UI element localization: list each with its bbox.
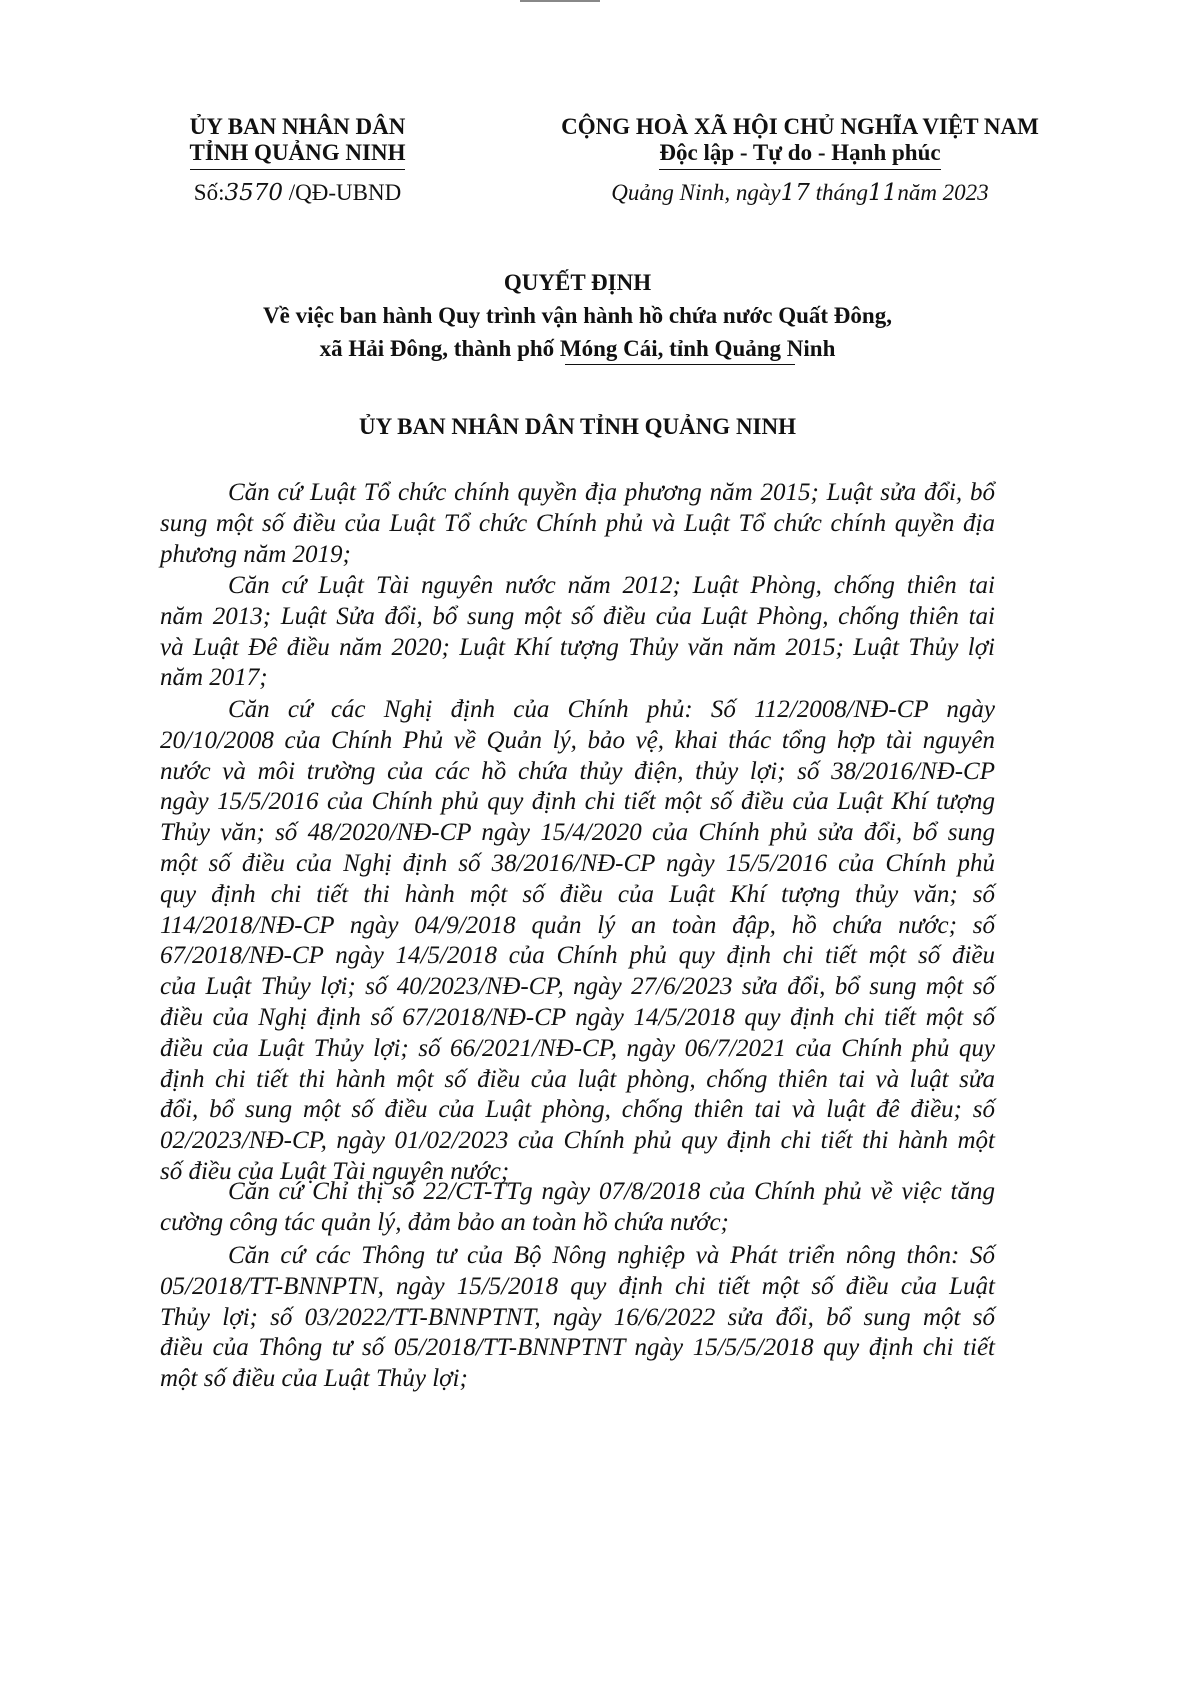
paragraph	[160, 695, 995, 1188]
subject-line2	[160, 336, 995, 365]
national-heading	[520, 114, 1080, 170]
motto: Độc lập - Tự do - Hạnh phúc	[659, 140, 940, 170]
date-month: 11	[868, 180, 898, 206]
subject-line2-text: xã Hải Đông, thành phố Móng Cái, tỉnh Quảng Ninh	[320, 336, 836, 365]
text-line: một số điều của Nghị định số 38/2016/NĐ-CP ngày 15/5/2016 của Chính phủ	[160, 849, 995, 877]
text-line: của Luật Thủy lợi; số 40/2023/NĐ-CP, ngày 27/6/2023 sửa đổi, bổ sung một số	[160, 973, 995, 1001]
agency-line1: ỦY BAN NHÂN DÂN	[189, 114, 406, 139]
text-line: cường công tác quản lý, đảm bảo an toàn hồ chứa nước;	[160, 1208, 729, 1236]
text-line: 02/2023/NĐ-CP, ngày 01/02/2023 của Chính phủ quy định chi tiết thi hành một	[160, 1127, 995, 1155]
text-line: điều của Luật Thủy lợi; số 66/2021/NĐ-CP, ngày 06/7/2021 của Chính phủ quy	[160, 1034, 995, 1062]
text-line: quy định chi tiết thi hành một số điều của Luật Khí tượng thủy văn; số	[160, 880, 995, 908]
text-line: 114/2018/NĐ-CP ngày 04/9/2018 quản lý an toàn đập, hồ chứa nước; số	[160, 911, 995, 939]
agency-line2: TỈNH QUẢNG NINH	[190, 140, 406, 170]
text-line: một số điều của Luật Thủy lợi;	[160, 1365, 468, 1393]
text-line: Căn cứ Luật Tổ chức chính quyền địa phương năm 2015; Luật sửa đổi, bổ	[228, 479, 995, 506]
subject-line1: Về việc ban hành Quy trình vận hành hồ chứa nước Quất Đông,	[263, 303, 892, 328]
paragraph	[160, 478, 995, 570]
text-line: năm 2017;	[160, 664, 268, 692]
text-line: sung một số điều của Luật Tổ chức Chính phủ và Luật Tổ chức chính quyền địa	[160, 509, 995, 537]
text-line: Căn cứ Luật Tài nguyên nước năm 2012; Luật Phòng, chống thiên tai	[228, 572, 995, 599]
text-line: 67/2018/NĐ-CP ngày 14/5/2018 của Chính phủ quy định chi tiết một số điều	[160, 942, 995, 970]
year-label: năm 2023	[897, 180, 989, 205]
date-prefix: Quảng Ninh, ngày	[611, 180, 781, 205]
text-line: năm 2013; Luật Sửa đổi, bổ sung một số điều của Luật Phòng, chống thiên tai	[160, 602, 995, 630]
scan-mark	[520, 0, 600, 2]
text-line: ngày 15/5/2016 của Chính phủ quy định chi tiết một số điều của Luật Khí tượng	[160, 788, 995, 816]
text-line: Căn cứ các Nghị định của Chính phủ: Số 112/2008/NĐ-CP ngày	[228, 696, 995, 723]
country-name: CỘNG HOÀ XÃ HỘI CHỦ NGHĨA VIỆT NAM	[561, 114, 1039, 139]
date-day: 17	[780, 180, 810, 206]
text-line: đổi, bổ sung một số điều của Luật phòng, chống thiên tai và luật đê điều; số	[160, 1096, 995, 1124]
text-line: định chi tiết thi hành một số điều của luật phòng, chống thiên tai và luật sửa	[160, 1065, 995, 1093]
text-line: nước và môi trường của các hồ chứa thủy điện, thủy lợi; số 38/2016/NĐ-CP	[160, 757, 995, 785]
number-prefix: Số:	[193, 180, 225, 205]
text-line: Thủy lợi; số 03/2022/TT-BNNPTNT, ngày 16/6/2022 sửa đổi, bổ sung một số	[160, 1303, 995, 1331]
text-line: điều của Thông tư số 05/2018/TT-BNNPTNT ngày 15/5/5/2018 quy định chi tiết	[160, 1334, 995, 1362]
number-handwritten: 3570	[224, 180, 284, 206]
text-line: Căn cứ Chỉ thị số 22/CT-TTg ngày 07/8/2018 của Chính phủ về việc tăng	[228, 1178, 995, 1205]
paragraph	[160, 1241, 995, 1395]
number-suffix: /QĐ-UBND	[288, 180, 402, 205]
paragraph	[160, 1177, 995, 1239]
agency-name	[160, 114, 435, 170]
issue-date	[520, 180, 1080, 206]
text-line: số điều của Luật Tài nguyên nước;	[160, 1157, 510, 1185]
issuer-heading: ỦY BAN NHÂN DÂN TỈNH QUẢNG NINH	[358, 414, 797, 439]
text-line: 05/2018/TT-BNNPTN, ngày 15/5/2018 quy định chi tiết một số điều của Luật	[160, 1272, 995, 1300]
text-line: Thủy văn; số 48/2020/NĐ-CP ngày 15/4/2020 của Chính phủ sửa đổi, bổ sung	[160, 819, 995, 847]
text-line: phương năm 2019;	[160, 540, 351, 568]
paragraph	[160, 571, 995, 694]
month-label: tháng	[815, 180, 869, 205]
text-line: và Luật Đê điều năm 2020; Luật Khí tượng Thủy văn năm 2015; Luật Thủy lợi	[160, 633, 995, 661]
decision-heading: QUYẾT ĐỊNH	[503, 270, 652, 295]
text-line: 20/10/2008 của Chính Phủ về Quản lý, bảo vệ, khai thác tổng hợp tài nguyên	[160, 726, 995, 754]
text-line: Căn cứ các Thông tư của Bộ Nông nghiệp và Phát triển nông thôn: Số	[228, 1242, 995, 1269]
text-line: điều của Nghị định số 67/2018/NĐ-CP ngày 14/5/2018 quy định chi tiết một số	[160, 1003, 995, 1031]
document-number	[160, 180, 435, 206]
